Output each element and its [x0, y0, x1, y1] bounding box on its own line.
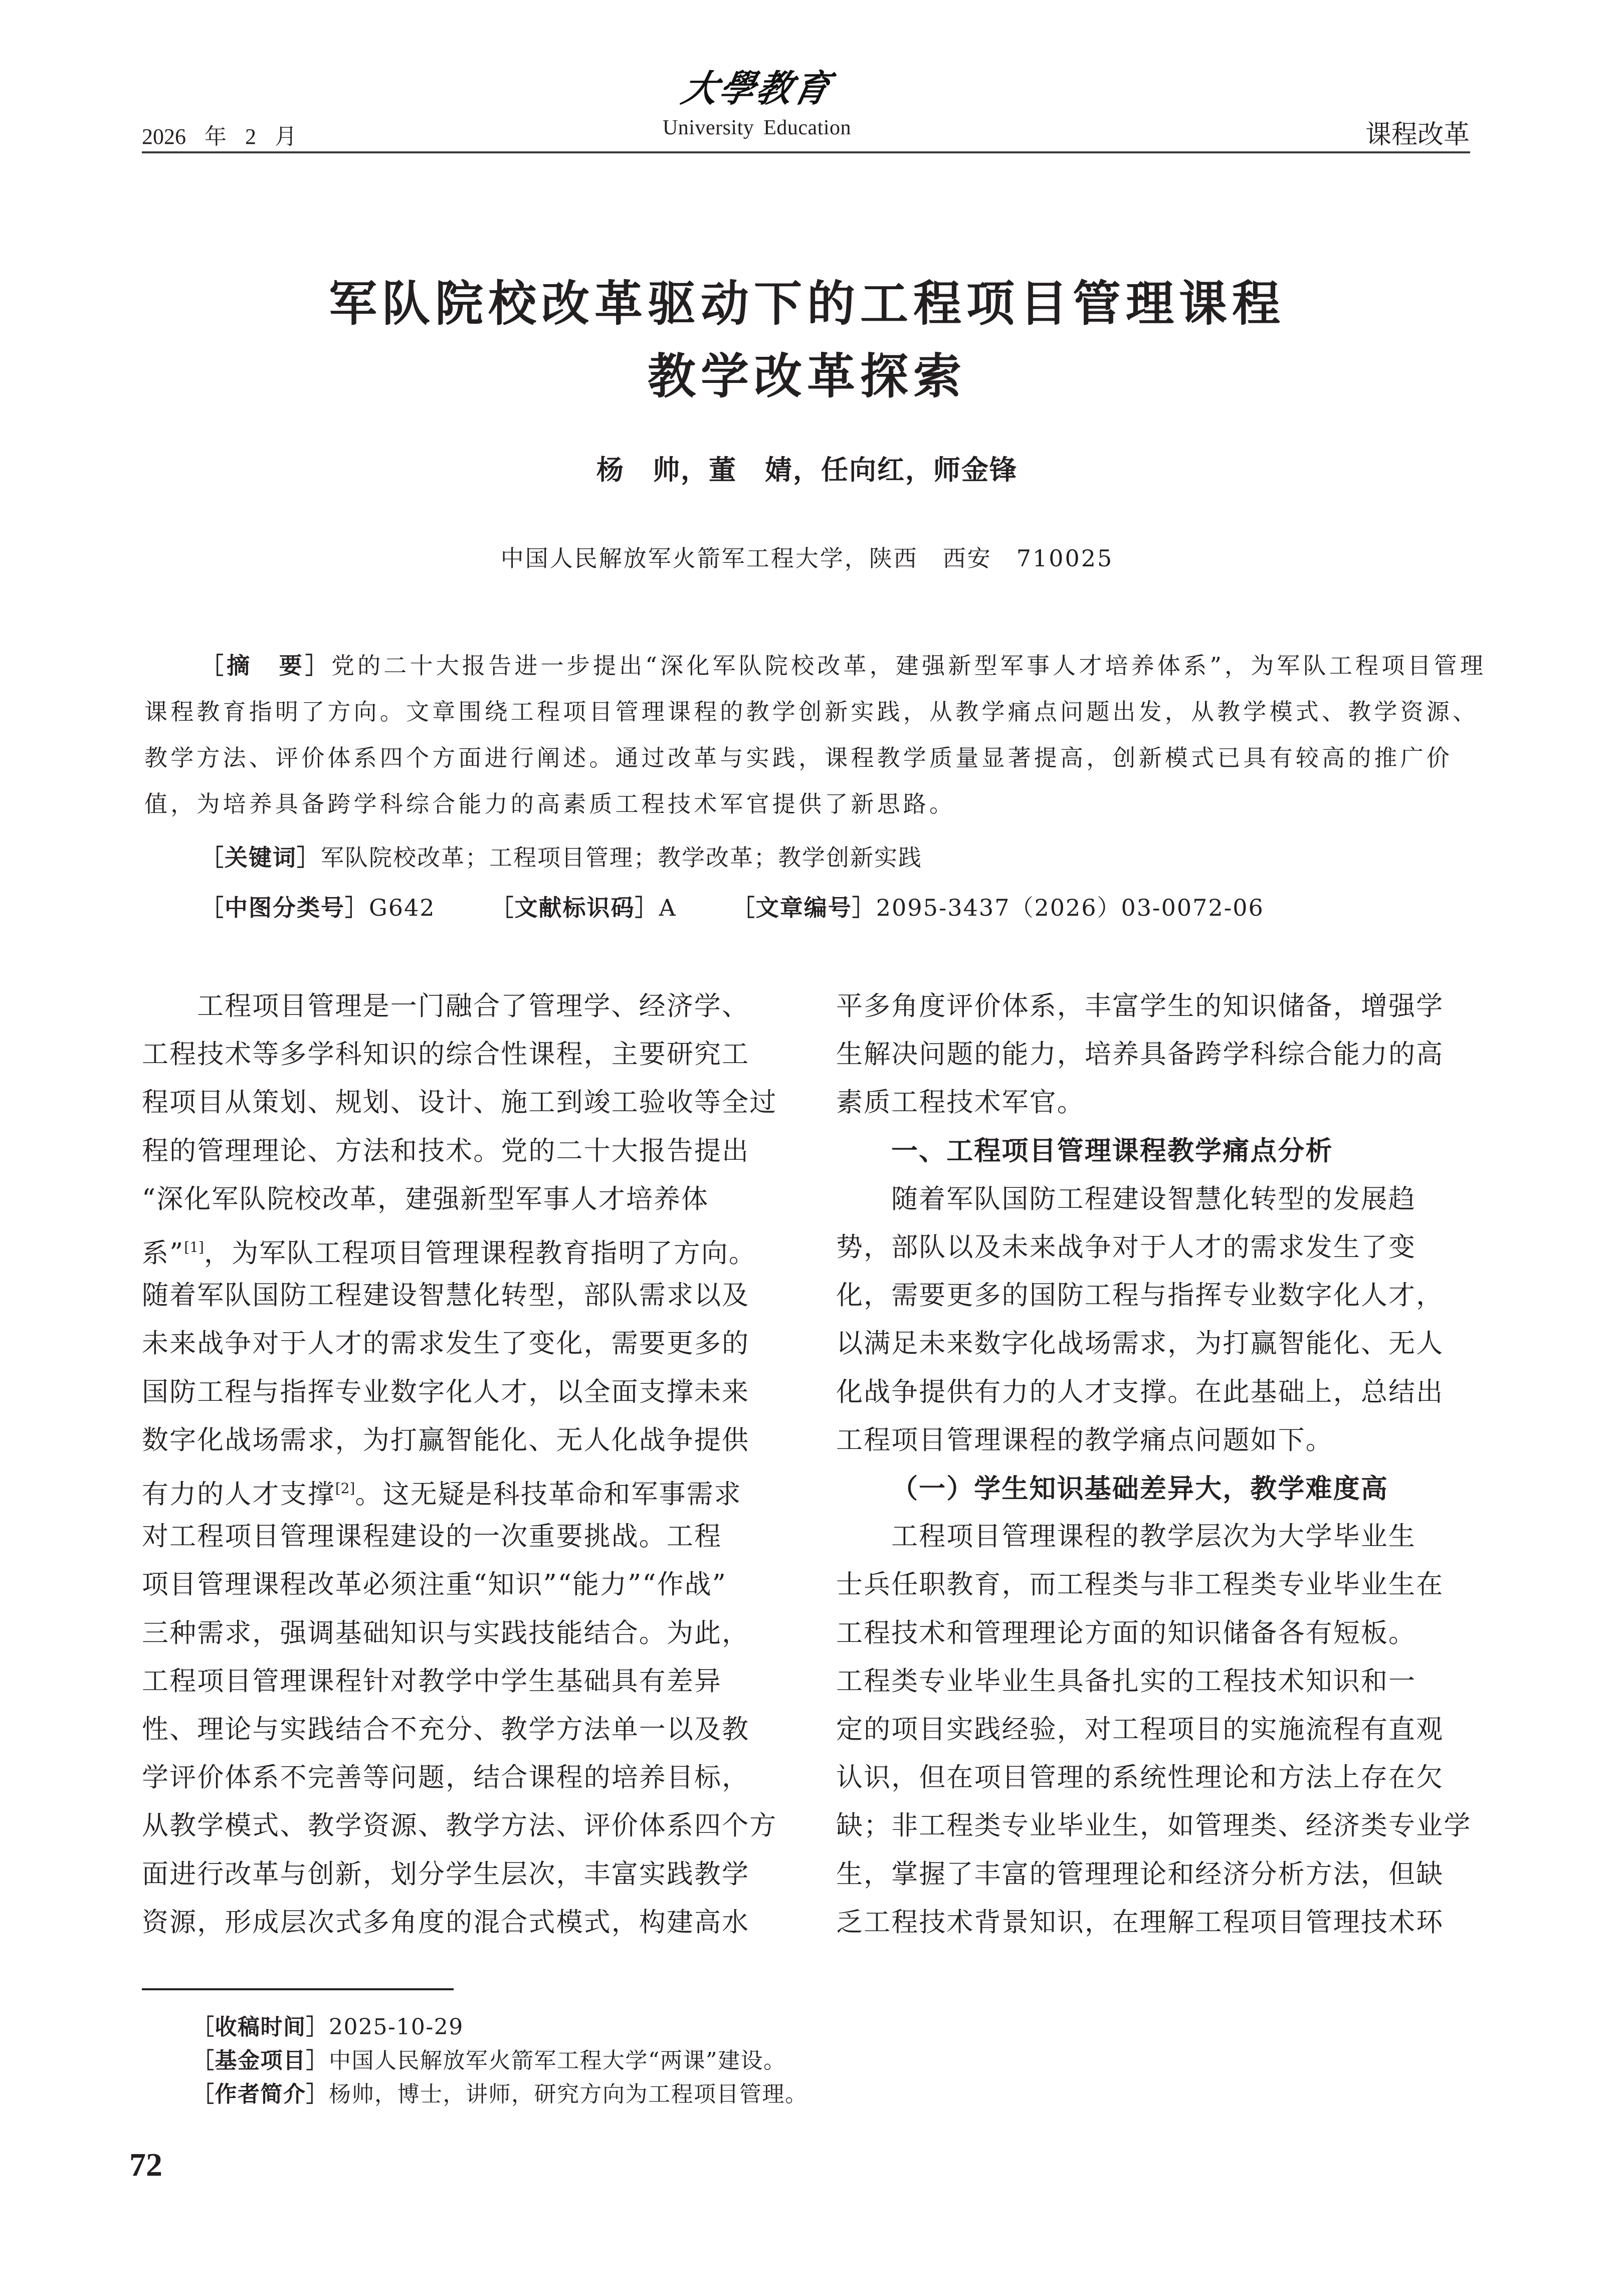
- body-line: 缺；非工程类专业毕业生，如管理类、经济类专业学: [836, 1810, 1472, 1841]
- footnote-rule: [142, 1988, 454, 1990]
- body-line: 工程项目管理课程针对教学中学生基础具有差异: [142, 1665, 722, 1697]
- journal-name-en: University Education: [662, 116, 852, 139]
- section-label: 课程改革: [1365, 120, 1470, 150]
- body-line: 势，部队以及未来战争对于人才的需求发生了变: [836, 1232, 1417, 1263]
- body-line: 面进行改革与创新，划分学生层次，丰富实践教学: [142, 1858, 750, 1890]
- abstract-line: 教学方法、评价体系四个方面进行阐述。通过改革与实践，课程教学质量显著提高，创新模式已具有较高的推广价: [144, 744, 1453, 771]
- footnote-label: ［基金项目］: [192, 2048, 329, 2073]
- footnote-text: 杨帅，博士，讲师，研究方向为工程项目管理。: [329, 2081, 808, 2107]
- body-line: 以满足未来数字化战场需求，为打赢智能化、无人: [836, 1328, 1444, 1359]
- body-line: 平多角度评价体系，丰富学生的知识储备，增强学: [836, 991, 1444, 1021]
- clc-value: G642: [369, 894, 436, 921]
- body-line: 随着军队国防工程建设智慧化转型，部队需求以及: [142, 1280, 750, 1311]
- body-line: [142, 1465, 778, 1513]
- body-line: 定的项目实践经验，对工程项目的实施流程有直观: [836, 1714, 1444, 1745]
- body-text: ，为军队工程项目管理课程教育指明了方向。: [204, 1238, 756, 1269]
- body-line: 数字化战场需求，为打赢智能化、无人化战争提供: [142, 1424, 750, 1455]
- paragraph-first-line: 工程项目管理是一门融合了管理学、经济学、: [197, 991, 749, 1021]
- article-no-value: 2095-3437（2026）03-0072-06: [876, 894, 1264, 921]
- body-text: 有力的人才支撑: [142, 1479, 335, 1510]
- abstract-text: 党的二十大报告进一步提出“深化军队院校改革，建强新型军事人才培养体系”，为军队工程项目管理: [331, 652, 1487, 679]
- footnote-label: ［作者简介］: [192, 2081, 329, 2107]
- article-no-label: ［文章编号］: [731, 894, 876, 921]
- footnote-label: ［收稿时间］: [192, 2014, 329, 2040]
- footnote-text: 2025-10-29: [329, 2014, 464, 2040]
- body-line: 未来战争对于人才的需求发生了变化，需要更多的: [142, 1328, 750, 1359]
- header-rule: [142, 151, 1470, 153]
- footnote-author: [192, 2076, 808, 2108]
- body-line: 程的管理理论、方法和技术。党的二十大报告提出: [142, 1135, 750, 1166]
- abstract-line: 课程教育指明了方向。文章围绕工程项目管理课程的教学创新实践，从教学痛点问题出发，从教学模式、教学资源、: [144, 698, 1479, 725]
- keywords-label: ［关键词］: [200, 844, 321, 871]
- body-line: 士兵任职教育，而工程类与非工程类专业毕业生在: [836, 1569, 1444, 1600]
- body-line: 生解决问题的能力，培养具备跨学科综合能力的高: [836, 1039, 1444, 1070]
- body-line: 化战争提供有力的人才支撑。在此基础上，总结出: [836, 1376, 1444, 1407]
- body-line: 工程类专业毕业生具备扎实的工程技术知识和一: [836, 1665, 1417, 1697]
- keywords-line: [200, 840, 922, 873]
- abstract-line: 值，为培养具备跨学科综合能力的高素质工程技术军官提供了新思路。: [144, 790, 956, 817]
- body-line: 化，需要更多的国防工程与指挥专业数字化人才，: [836, 1280, 1444, 1311]
- body-line: 从教学模式、教学资源、教学方法、评价体系四个方: [142, 1810, 777, 1841]
- footnote-fund: [192, 2042, 786, 2074]
- footnote-received: [192, 2009, 464, 2041]
- doc-code-value: A: [659, 894, 677, 921]
- body-line: 对工程项目管理课程建设的一次重要挑战。工程: [142, 1521, 722, 1552]
- classification-line: [200, 890, 1264, 923]
- body-line: 乏工程技术背景知识，在理解工程项目管理技术环: [836, 1907, 1444, 1938]
- subsection-heading: （一）学生知识基础差异大，教学难度高: [891, 1473, 1388, 1504]
- header-date: 2026 年 2 月: [142, 124, 297, 149]
- body-line: 认识，但在项目管理的系统性理论和方法上存在欠: [836, 1762, 1444, 1793]
- body-text: 。这无疑是科技革命和军事需求: [355, 1479, 742, 1510]
- body-line: 生，掌握了丰富的管理理论和经济分析方法，但缺: [836, 1858, 1444, 1890]
- abstract-line: [200, 648, 1487, 681]
- abstract-label: ［摘 要］: [200, 652, 331, 679]
- affiliation: 中国人民解放军火箭军工程大学，陕西 西安 710025: [500, 545, 1114, 572]
- body-line: 三种需求，强调基础知识与实践技能结合。为此，: [142, 1617, 750, 1648]
- body-line: 素质工程技术军官。: [836, 1087, 1085, 1118]
- authors: 杨 帅，董 婧，任向红，师金锋: [596, 454, 1018, 486]
- journal-logo: [678, 66, 836, 111]
- body-line: 项目管理课程改革必须注重“知识”“能力”“作战”: [142, 1569, 727, 1600]
- page-number: 72: [129, 2147, 162, 2183]
- keywords: 军队院校改革；工程项目管理；教学改革；教学创新实践: [321, 844, 922, 871]
- footnote-text: 中国人民解放军火箭军工程大学“两课”建设。: [329, 2048, 786, 2073]
- body-line: 工程项目管理课程的教学痛点问题如下。: [836, 1424, 1333, 1455]
- citation-ref[interactable]: [2]: [335, 1480, 355, 1497]
- section-heading: 一、工程项目管理课程教学痛点分析: [891, 1135, 1333, 1166]
- body-line: 程项目从策划、规划、设计、施工到竣工验收等全过: [142, 1087, 777, 1118]
- citation-ref[interactable]: [1]: [184, 1239, 204, 1256]
- body-line: 性、理论与实践结合不充分、教学方法单一以及教: [142, 1714, 750, 1745]
- doc-code-label: ［文献标识码］: [490, 894, 659, 921]
- body-line: 工程技术和管理理论方面的知识储备各有短板。: [836, 1617, 1417, 1648]
- body-line: 国防工程与指挥专业数字化人才，以全面支撑未来: [142, 1376, 750, 1407]
- paragraph-first-line: 工程项目管理课程的教学层次为大学毕业生: [891, 1521, 1416, 1552]
- clc-label: ［中图分类号］: [200, 894, 369, 921]
- body-line: 工程技术等多学科知识的综合性课程，主要研究工: [142, 1039, 750, 1070]
- article-title-line-1: 军队院校改革驱动下的工程项目管理课程: [329, 276, 1285, 332]
- body-line: 学评价体系不完善等问题，结合课程的培养目标，: [142, 1762, 750, 1793]
- journal-logo-text: 大學教育: [678, 66, 836, 111]
- article-title-line-2: 教学改革探索: [648, 348, 966, 404]
- body-line: [142, 1223, 778, 1272]
- body-line: “深化军队院校改革，建强新型军事人才培养体: [142, 1183, 709, 1214]
- paragraph-first-line: 随着军队国防工程建设智慧化转型的发展趋: [891, 1183, 1416, 1214]
- body-line: 资源，形成层次式多角度的混合式模式，构建高水: [142, 1907, 750, 1938]
- body-text: 系”: [142, 1238, 184, 1269]
